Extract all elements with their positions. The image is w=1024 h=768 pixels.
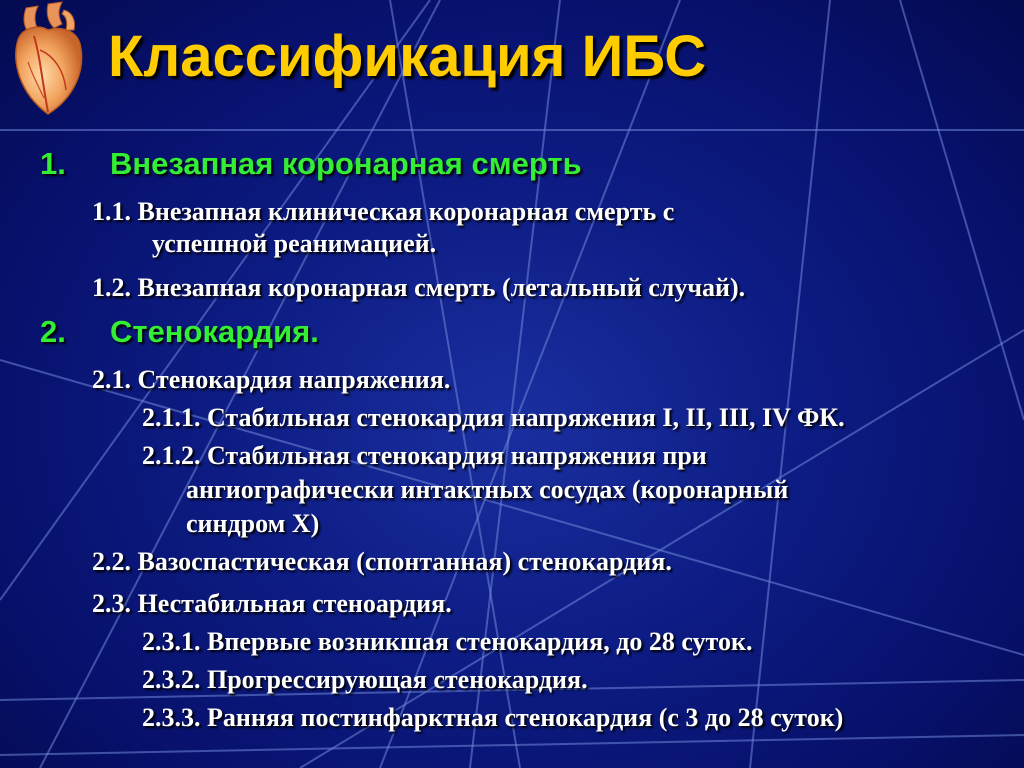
slide-title: Классификация ИБС	[108, 24, 707, 89]
list-item: 2.2. Вазоспастическая (спонтанная) стенокардия.	[92, 547, 672, 576]
list-item: 2.3. Нестабильная стеноардия.	[92, 589, 452, 618]
list-item-continuation: успешной реанимацией.	[152, 229, 437, 258]
section-heading	[40, 146, 582, 182]
list-item: 2.3.2. Прогрессирующая стенокардия.	[142, 665, 588, 694]
list-item: 1.1. Внезапная клиническая коронарная смерть с	[92, 197, 675, 226]
section-title: Внезапная коронарная смерть	[110, 146, 582, 181]
list-item: 1.2. Внезапная коронарная смерть (летальный случай).	[92, 273, 746, 302]
list-item: 2.3.3. Ранняя постинфарктная стенокардия (с 3 до 28 суток)	[142, 703, 844, 732]
section-heading	[40, 314, 319, 350]
list-item: 2.1.1. Стабильная стенокардия напряжения I, II, III, IV ФК.	[142, 403, 845, 432]
list-item: 2.3.1. Впервые возникшая стенокардия, до 28 суток.	[142, 627, 753, 656]
bg-line	[750, 0, 830, 768]
bg-line	[900, 0, 1024, 420]
section-title: Стенокардия.	[110, 314, 319, 349]
list-item: 2.1.2. Стабильная стенокардия напряжения при	[142, 441, 707, 470]
list-item-continuation: ангиографически интактных сосудах (коронарный	[186, 475, 789, 504]
section-number: 2.	[40, 314, 66, 349]
list-item-continuation: синдром X)	[186, 509, 320, 538]
section-number: 1.	[40, 146, 66, 181]
heart-anatomy-icon	[4, 0, 88, 120]
bg-line	[0, 735, 1024, 755]
list-item: 2.1. Стенокардия напряжения.	[92, 365, 451, 394]
